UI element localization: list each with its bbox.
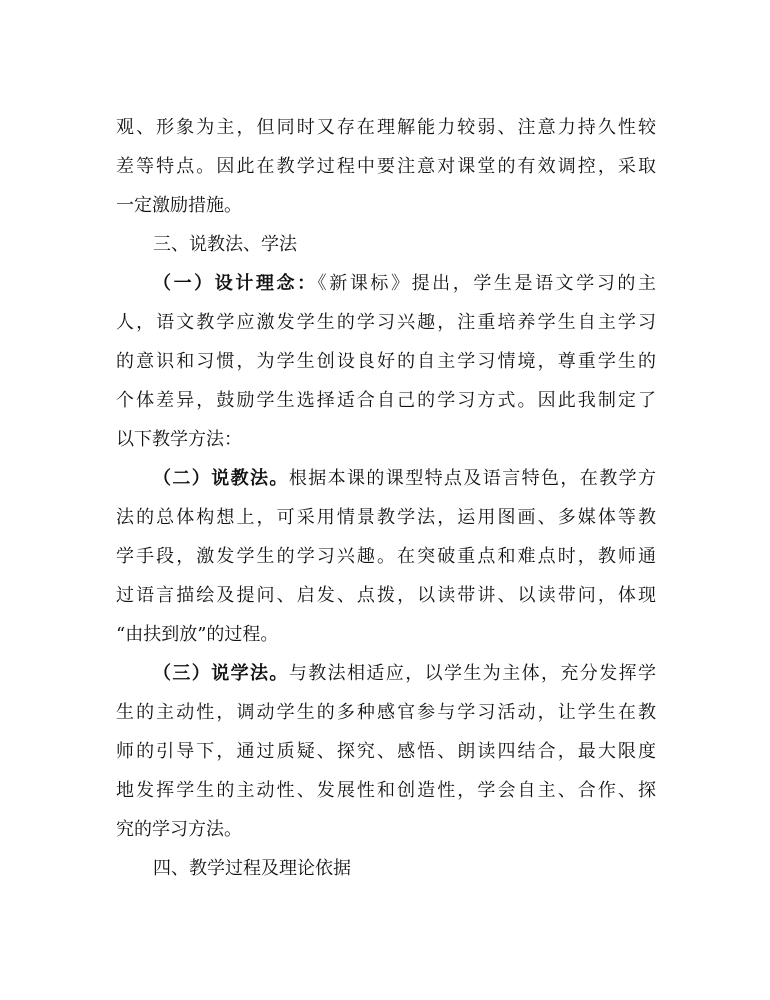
text-line: 究的学习方法。 (116, 819, 242, 840)
paragraph-learning-method (116, 654, 656, 849)
paragraph-label: （三）说学法。 (153, 663, 289, 684)
text-span: 《新课标》提出，学生是语文学习的主 (317, 273, 657, 294)
text-line: 地发挥学生的主动性、发展性和创造性，学会自主、合作、探 (116, 780, 656, 801)
paragraph-design-concept (116, 264, 656, 459)
document-page (116, 108, 656, 888)
text-line: 学手段，激发学生的学习兴趣。在突破重点和难点时，教师通 (116, 546, 656, 567)
paragraph-teaching-method (116, 459, 656, 654)
paragraph-label: （二）说教法。 (153, 468, 289, 489)
text-line: 师的引导下，通过质疑、探究、感悟、朗读四结合，最大限度 (116, 741, 656, 762)
paragraph-label: （一）设计理念： (153, 273, 318, 294)
text-line: 差等特点。因此在教学过程中要注意对课堂的有效调控，采取 (116, 156, 656, 177)
text-line: “由扶到放”的过程。 (116, 624, 279, 645)
text-line: 一定激励措施。 (116, 195, 242, 216)
text-line (116, 459, 656, 498)
section-heading-4: 四、教学过程及理论依据 (153, 858, 351, 879)
text-line: 生的主动性，调动学生的多种感官参与学习活动，让学生在教 (116, 702, 656, 723)
text-line: 观、形象为主，但同时又存在理解能力较弱、注意力持久性较 (116, 117, 656, 138)
text-line: 法的总体构想上，可采用情景教学法，运用图画、多媒体等教 (116, 507, 656, 528)
text-span: 根据本课的课型特点及语言特色，在教学方 (288, 468, 657, 489)
intro-paragraph (116, 108, 656, 225)
text-line: 的意识和习惯，为学生创设良好的自主学习情境，尊重学生的 (116, 351, 656, 372)
text-line: 个体差异，鼓励学生选择适合自己的学习方式。因此我制定了 (116, 390, 656, 411)
text-span: 与教法相适应，以学生为主体，充分发挥学 (288, 663, 657, 684)
text-line (116, 264, 656, 303)
text-line: 过语言描绘及提问、启发、点拨，以读带讲、以读带问，体现 (116, 585, 656, 606)
section-heading-3: 三、说教法、学法 (153, 234, 297, 255)
text-line: 以下教学方法： (116, 429, 242, 450)
text-line (116, 654, 656, 693)
text-line: 人，语文教学应激发学生的学习兴趣，注重培养学生自主学习 (116, 312, 656, 333)
